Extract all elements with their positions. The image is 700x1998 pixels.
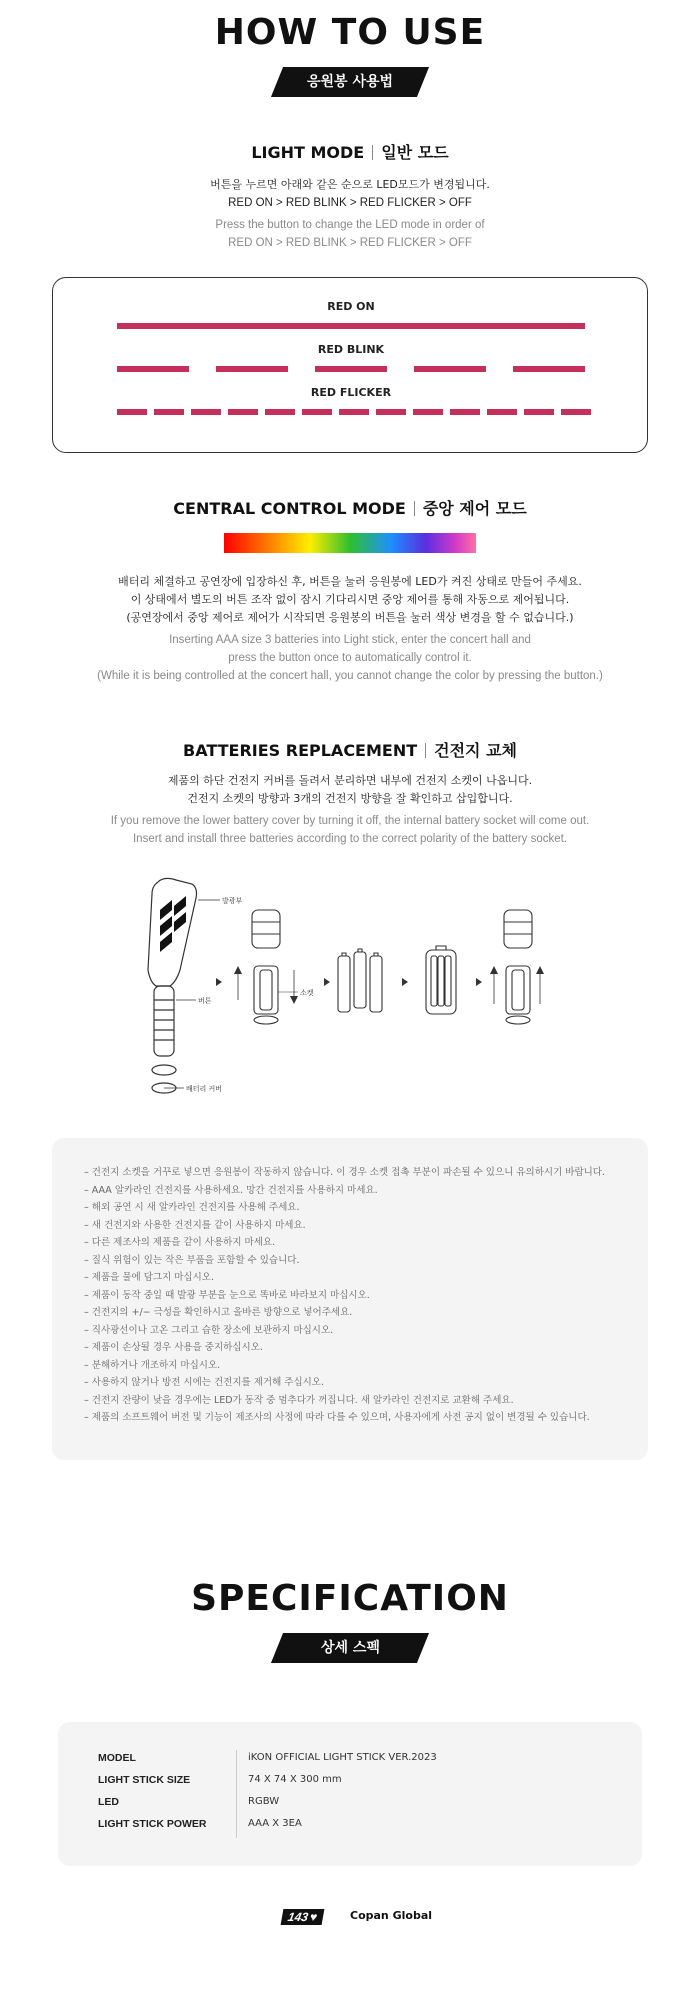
- how-to-use-subtitle-badge: [271, 67, 429, 97]
- light-mode-heading: [0, 140, 700, 163]
- red-flicker-dash: [265, 409, 295, 415]
- red-flicker-dash: [228, 409, 258, 415]
- label-button: 버튼: [198, 997, 212, 1005]
- heading-separator: [425, 743, 426, 758]
- label-socket: 소켓: [300, 989, 314, 997]
- caution-notice-box: [52, 1138, 648, 1460]
- central-desc-en-2: press the button once to automatically control it.: [228, 652, 472, 664]
- light-mode-desc-kr-1: 버튼을 누르면 아래와 같은 순으로 LED모드가 변경됩니다.: [210, 178, 490, 191]
- light-mode-title-en: LIGHT MODE: [251, 143, 365, 162]
- red-flicker-dash: [339, 409, 369, 415]
- red-flicker-dash: [154, 409, 184, 415]
- step-remove-cover: [252, 910, 280, 1024]
- central-desc-kr-2: 이 상태에서 별도의 버튼 조작 없이 잠시 기다리시면 중앙 제어를 통해 자동으로 제어됩니다.: [130, 593, 570, 606]
- logo-143-text: 143: [286, 1910, 310, 1924]
- red-flicker-dash: [191, 409, 221, 415]
- spec-value: iKON OFFICIAL LIGHT STICK VER.2023: [248, 1752, 437, 1763]
- arrow-right-icon: [324, 978, 330, 986]
- heart-icon: ♥: [308, 1910, 319, 1924]
- red-blink-dash: [117, 366, 189, 372]
- light-mode-title-kr: 일반 모드: [381, 143, 449, 162]
- central-desc-kr-3: (공연장에서 중앙 제어로 제어가 시작되면 응원봉의 버튼을 눌러 색상 변경을 할 수 없습니다.): [126, 611, 574, 624]
- logo-143: [281, 1909, 325, 1925]
- specification-title: SPECIFICATION: [191, 1578, 509, 1619]
- arrow-right-icon: [216, 978, 222, 986]
- caution-item: – 건전지 소켓을 거꾸로 넣으면 응원봉이 작동하지 않습니다. 이 경우 소켓 접촉 부분이 파손될 수 있으니 유의하시기 바랍니다.: [84, 1164, 605, 1182]
- caution-item: – 제품을 물에 담그지 마십시오.: [84, 1269, 605, 1287]
- mode-label-red-on: RED ON: [327, 300, 375, 313]
- caution-item: – 다른 제조사의 제품을 같이 사용하지 마세요.: [84, 1234, 605, 1252]
- red-flicker-dash: [487, 409, 517, 415]
- caution-item: – 건전지 잔량이 낮을 경우에는 LED가 동작 중 멈추다가 꺼집니다. 새 알카라인 건전지로 교환해 주세요.: [84, 1392, 605, 1410]
- caution-item: – 해외 공연 시 새 알카라인 건전지를 사용해 주세요.: [84, 1199, 605, 1217]
- central-desc-en-3: (While it is being controlled at the concert hall, you cannot change the color by pressing the button.): [97, 670, 603, 682]
- red-blink-dash: [513, 366, 585, 372]
- arrow-up-icon: [234, 966, 242, 974]
- red-on-bar: [117, 323, 585, 329]
- specification-table: [58, 1722, 642, 1866]
- red-flicker-dash: [117, 409, 147, 415]
- batteries-desc-en-2: Insert and install three batteries according to the correct polarity of the battery socket.: [132, 833, 568, 845]
- red-flicker-dash: [524, 409, 554, 415]
- how-to-use-subtitle: 응원봉 사용법: [306, 74, 394, 90]
- specification-subtitle-badge: [271, 1633, 429, 1663]
- three-batteries-illustration: [338, 949, 382, 1012]
- spec-row-led: [98, 1796, 618, 1812]
- red-blink-dash: [315, 366, 387, 372]
- light-mode-desc-en-1: Press the button to change the LED mode in order of: [215, 219, 485, 231]
- light-stick-illustration: [148, 878, 197, 1093]
- spec-row-size: [98, 1774, 618, 1790]
- batteries-heading: [0, 738, 700, 761]
- ikon-logo-stripes: [160, 896, 186, 952]
- logo-copan-global: Copan Global: [350, 1909, 433, 1922]
- central-desc-en-1: Inserting AAA size 3 batteries into Light stick, enter the concert hall and: [169, 634, 531, 646]
- caution-item: – AAA 알카라인 건전지를 사용하세요. 망간 건전지를 사용하지 마세요.: [84, 1182, 605, 1200]
- mode-label-red-blink: RED BLINK: [317, 343, 385, 356]
- caution-item: – 제품이 손상될 경우 사용을 중지하십시오.: [84, 1339, 605, 1357]
- batteries-desc-en-1: If you remove the lower battery cover by turning it off, the internal battery socket will come out.: [110, 815, 590, 827]
- spec-key: LIGHT STICK SIZE: [98, 1774, 191, 1786]
- battery-replacement-diagram: [100, 870, 600, 1100]
- caution-item: – 사용하지 않거나 방전 시에는 건전지를 제거해 주십시오.: [84, 1374, 605, 1392]
- label-light-part: 발광부: [222, 897, 243, 905]
- red-blink-dash: [414, 366, 486, 372]
- caution-item: – 건전지의 +/− 극성을 확인하시고 올바른 방향으로 넣어주세요.: [84, 1304, 605, 1322]
- heading-separator: [372, 145, 373, 160]
- spec-value: 74 X 74 X 300 mm: [248, 1774, 342, 1785]
- how-to-use-title: HOW TO USE: [214, 12, 486, 53]
- heading-separator: [414, 501, 415, 516]
- batteries-desc-kr-1: 제품의 하단 건전지 커버를 돌려서 분리하면 내부에 건전지 소켓이 나옵니다.: [167, 774, 533, 787]
- spec-key: MODEL: [98, 1752, 136, 1764]
- light-mode-desc-en-2: RED ON > RED BLINK > RED FLICKER > OFF: [228, 237, 472, 249]
- red-flicker-dash: [302, 409, 332, 415]
- red-flicker-dash: [413, 409, 443, 415]
- caution-item: – 직사광선이나 고온 그리고 습한 장소에 보관하지 마십시오.: [84, 1322, 605, 1340]
- specification-subtitle: 상세 스펙: [320, 1640, 380, 1656]
- batteries-desc-kr-2: 건전지 소켓의 방향과 3개의 건전지 방향을 잘 확인하고 삽입합니다.: [187, 792, 513, 805]
- central-desc-kr-1: 배터리 체결하고 공연장에 입장하신 후, 버튼을 눌러 응원봉에 LED가 켜진 상태로 만들어 주세요.: [118, 575, 582, 588]
- caution-item: – 새 건전지와 사용한 건전지를 같이 사용하지 마세요.: [84, 1217, 605, 1235]
- spec-value: RGBW: [248, 1796, 280, 1807]
- rainbow-color-bar: [224, 533, 476, 553]
- central-mode-heading: [0, 496, 700, 519]
- spec-row-power: [98, 1818, 618, 1834]
- spec-key: LED: [98, 1796, 119, 1808]
- step-reassemble: [504, 910, 532, 1024]
- red-blink-dash: [216, 366, 288, 372]
- red-flicker-dash: [450, 409, 480, 415]
- mode-label-red-flicker: RED FLICKER: [310, 386, 392, 399]
- arrow-right-icon: [476, 978, 482, 986]
- central-mode-title-en: CENTRAL CONTROL MODE: [173, 499, 406, 518]
- caution-item: – 분해하거나 개조하지 마십시오.: [84, 1357, 605, 1375]
- arrow-up-icon: [490, 966, 498, 974]
- label-battery-cover: 배터리 커버: [186, 1085, 223, 1093]
- red-flicker-dash: [561, 409, 591, 415]
- spec-row-model: [98, 1752, 618, 1768]
- spec-key: LIGHT STICK POWER: [98, 1818, 207, 1830]
- caution-item: – 제품이 동작 중일 때 발광 부분을 눈으로 똑바로 바라보지 마십시오.: [84, 1287, 605, 1305]
- batteries-title-kr: 건전지 교체: [434, 741, 517, 760]
- led-mode-box: [52, 277, 648, 453]
- caution-item: – 제품의 소프트웨어 버전 및 기능이 제조사의 사정에 따라 다를 수 있으며, 사용자에게 사전 공지 없이 변경될 수 있습니다.: [84, 1409, 605, 1427]
- arrow-down-icon: [290, 996, 298, 1004]
- spec-value: AAA X 3EA: [248, 1818, 302, 1829]
- light-mode-desc-kr-2: RED ON > RED BLINK > RED FLICKER > OFF: [228, 197, 472, 209]
- arrow-up-icon: [536, 966, 544, 974]
- central-mode-title-kr: 중앙 제어 모드: [422, 499, 527, 518]
- arrow-right-icon: [402, 978, 408, 986]
- red-flicker-dash: [376, 409, 406, 415]
- socket-with-batteries-illustration: [426, 946, 456, 1014]
- batteries-title-en: BATTERIES REPLACEMENT: [183, 741, 418, 760]
- caution-list: [84, 1164, 605, 1427]
- caution-item: – 질식 위험이 있는 작은 부품을 포함할 수 있습니다.: [84, 1252, 605, 1270]
